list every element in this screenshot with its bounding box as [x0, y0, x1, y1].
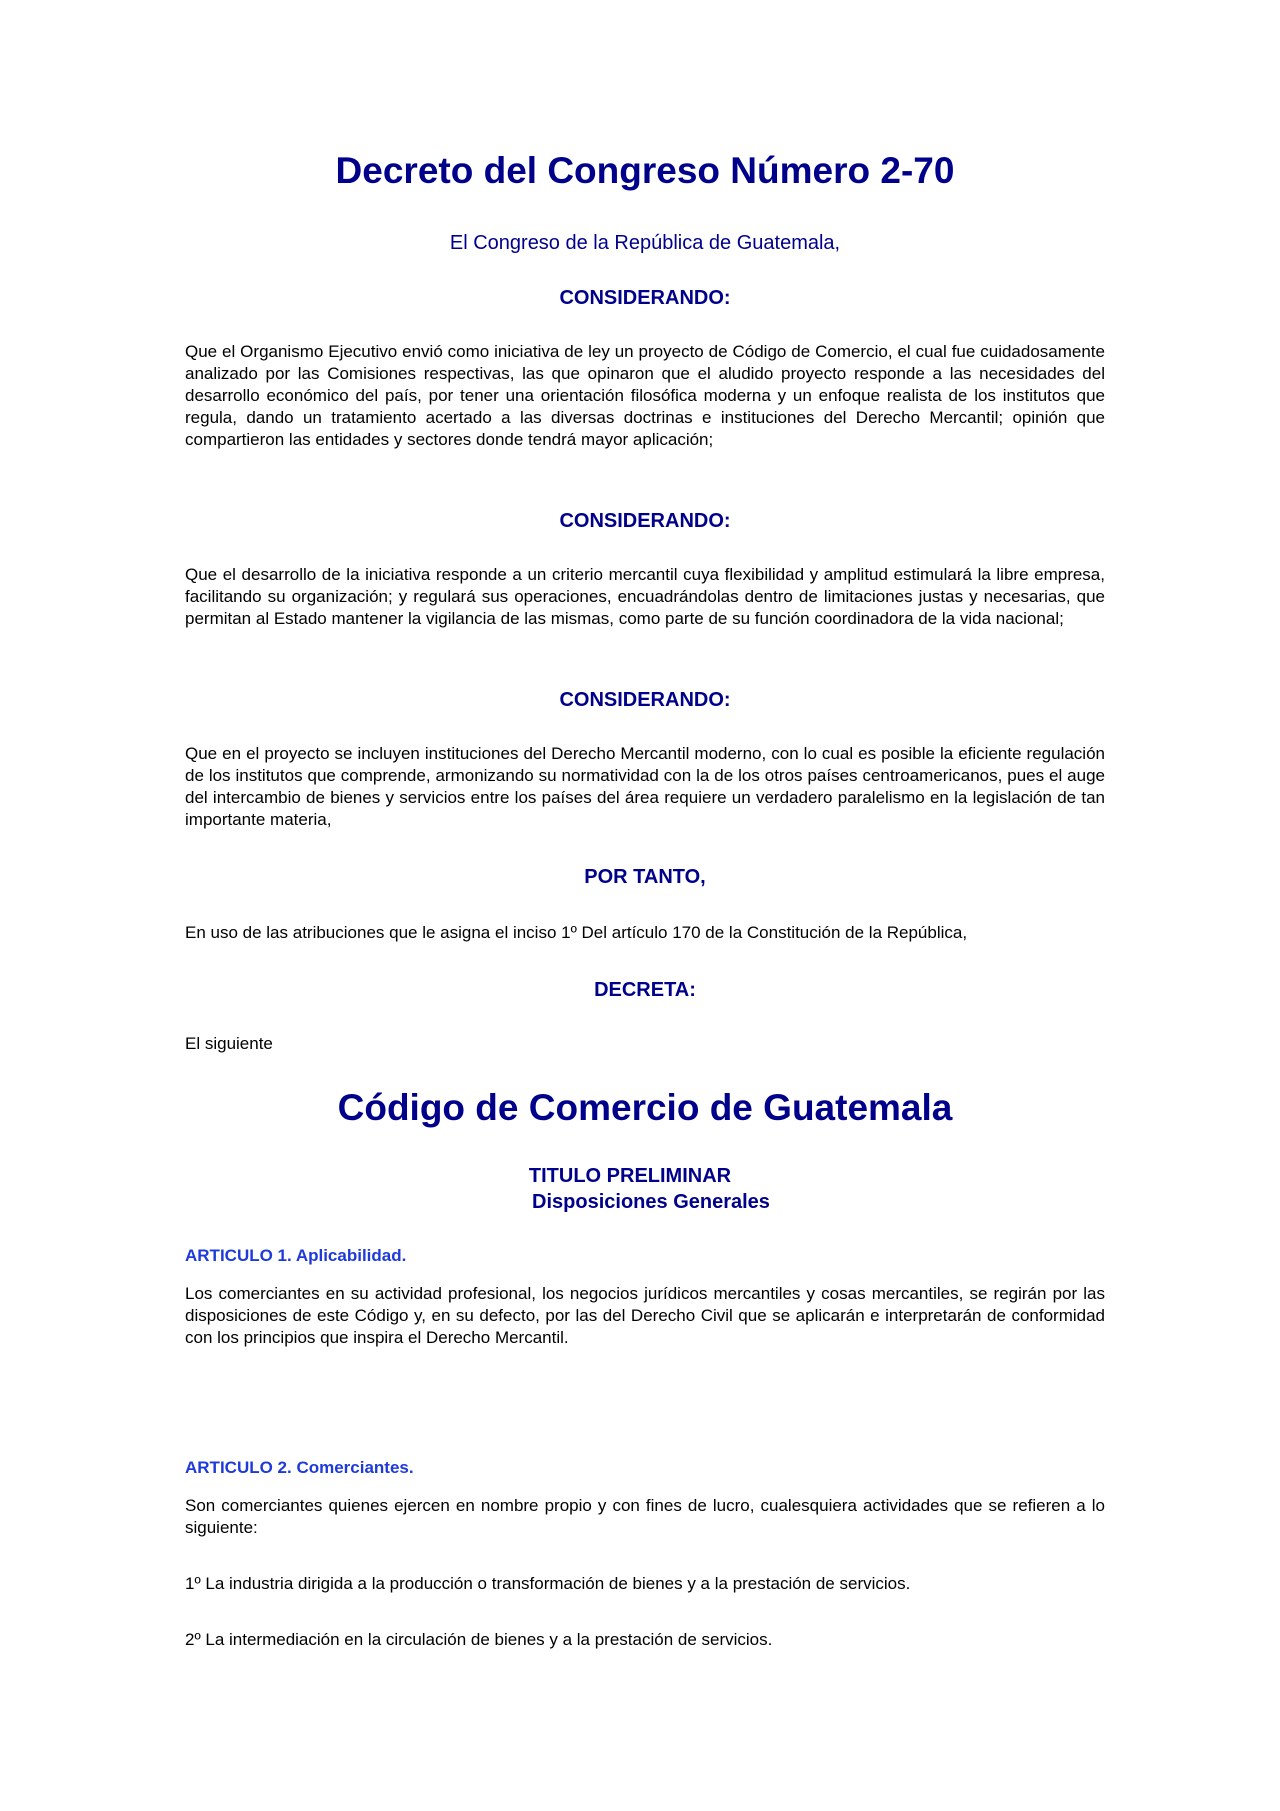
document-subtitle: El Congreso de la República de Guatemala, [449, 232, 841, 254]
decreta-heading: DECRETA: [594, 979, 696, 1001]
disposiciones-generales: Disposiciones Generales [532, 1191, 770, 1213]
considerando-heading-3: CONSIDERANDO: [559, 689, 731, 711]
considerando-heading-1: CONSIDERANDO: [559, 287, 731, 309]
articulo-2-text: Son comerciantes quienes ejercen en nombre propio y con fines de lucro, cualesquiera actividades que se refieren a lo siguiente: [185, 1496, 1105, 1537]
code-title: Código de Comercio de Guatemala [337, 1087, 953, 1128]
document-title: Decreto del Congreso Número 2-70 [335, 150, 955, 191]
articulo-2-item-2: 2º La intermediación en la circulación de bienes y a la prestación de servicios. [185, 1630, 773, 1649]
considerando-text-3: Que en el proyecto se incluyen instituciones del Derecho Mercantil moderno, con lo cual es posible la eficiente regulación de los institutos que comprende, armonizando su normatividad con la de los otros países centroamericanos, pues el auge del intercambio de bienes y servicios entre los países del área requiere un verdadero paralelismo en la legislación de tan importante materia, [185, 744, 1105, 829]
articulo-2-heading: ARTICULO 2. Comerciantes. [185, 1458, 414, 1477]
por-tanto-text: En uso de las atribuciones que le asigna el inciso 1º Del artículo 170 de la Constitución de la República, [185, 923, 968, 942]
considerando-heading-2: CONSIDERANDO: [559, 510, 731, 532]
articulo-1-text: Los comerciantes en su actividad profesional, los negocios jurídicos mercantiles y cosas mercantiles, se regirán por las disposiciones de este Código y, en su defecto, por las del Derecho Civil que se aplicarán e interpretarán de conformidad con los principios que inspira el Derecho Mercantil. [185, 1284, 1105, 1347]
considerando-text-1: Que el Organismo Ejecutivo envió como iniciativa de ley un proyecto de Código de Comercio, el cual fue cuidadosamente analizado por las Comisiones respectivas, las que opinaron que el aludido proyecto responde a las necesidades del desarrollo económico del país, por tener una orientación filosófica moderna y un enfoque realista de los institutos que regula, dando un tratamiento acertado a las diversas doctrinas e instituciones del Derecho Mercantil; opinión que compartieron las entidades y sectores donde tendrá mayor aplicación; [185, 342, 1105, 449]
titulo-preliminar: TITULO PRELIMINAR [528, 1165, 732, 1187]
por-tanto-heading: POR TANTO, [584, 866, 706, 888]
decreta-text: El siguiente [185, 1034, 273, 1053]
considerando-text-2: Que el desarrollo de la iniciativa responde a un criterio mercantil cuya flexibilidad y amplitud estimulará la libre empresa, facilitando su organización; y regulará sus operaciones, encuadrándolas dentro de limitaciones justas y necesarias, que permitan al Estado mantener la vigilancia de las mismas, como parte de su función coordinadora de la vida nacional; [185, 565, 1105, 628]
articulo-1-heading: ARTICULO 1. Aplicabilidad. [185, 1246, 407, 1265]
articulo-2-item-1: 1º La industria dirigida a la producción o transformación de bienes y a la prestación de servicios. [185, 1574, 911, 1593]
